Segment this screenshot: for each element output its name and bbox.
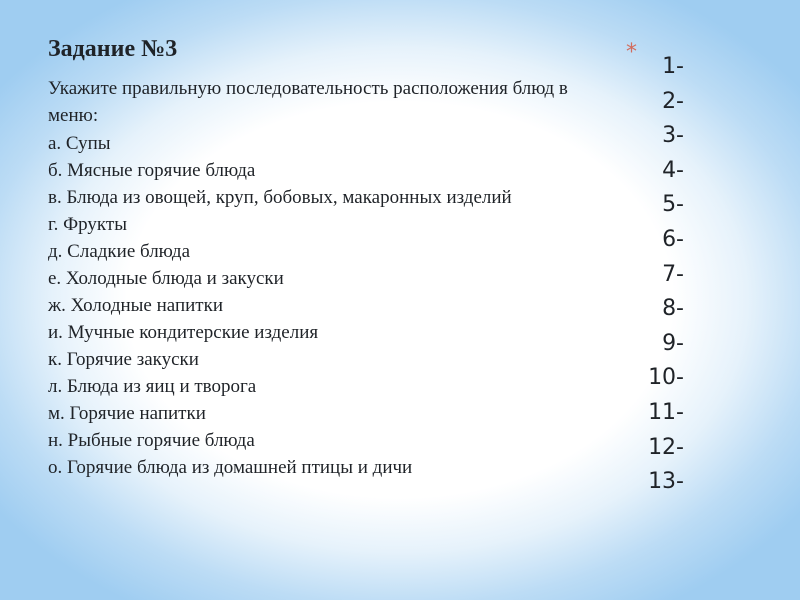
answer-slot: 2- bbox=[662, 88, 684, 114]
dish-item: е. Холодные блюда и закуски bbox=[48, 268, 284, 289]
answer-slot: 9- bbox=[662, 330, 684, 356]
task-prompt: Укажите правильную последовательность расположения блюд в меню: bbox=[48, 78, 568, 126]
answer-slot: 8- bbox=[662, 296, 684, 322]
dish-item: д. Сладкие блюда bbox=[48, 241, 191, 262]
bullet-icon: * bbox=[626, 40, 637, 65]
answer-slot: 1- bbox=[662, 54, 684, 79]
answer-list bbox=[620, 50, 684, 500]
answer-slot: 5- bbox=[662, 192, 684, 218]
dish-item: о. Горячие блюда из домашней птицы и дичи bbox=[48, 457, 413, 478]
dish-item: к. Горячие закуски bbox=[48, 349, 199, 370]
dish-item: б. Мясные горячие блюда bbox=[48, 160, 256, 181]
dish-item: в. Блюда из овощей, круп, бобовых, макаронных изделий bbox=[48, 187, 512, 208]
answer-slot: 3- bbox=[662, 123, 684, 149]
dish-list bbox=[48, 130, 512, 481]
dish-item: и. Мучные кондитерские изделия bbox=[48, 322, 319, 343]
answer-slot: 11- bbox=[648, 399, 684, 425]
answer-slot: 10- bbox=[648, 365, 684, 391]
answer-slot: 6- bbox=[662, 226, 684, 252]
dish-item: н. Рыбные горячие блюда bbox=[48, 430, 255, 451]
task-title: Задание №3 bbox=[48, 36, 178, 62]
dish-item: а. Супы bbox=[48, 133, 111, 154]
dish-item: ж. Холодные напитки bbox=[48, 295, 224, 316]
dish-item: г. Фрукты bbox=[48, 214, 127, 235]
answer-slot: 12- bbox=[648, 434, 684, 460]
answer-slot: 7- bbox=[662, 261, 684, 287]
dish-item: л. Блюда из яиц и творога bbox=[48, 376, 257, 397]
dish-item: м. Горячие напитки bbox=[48, 403, 206, 424]
answer-slot: 13- bbox=[648, 469, 684, 495]
answer-slot: 4- bbox=[662, 157, 684, 183]
